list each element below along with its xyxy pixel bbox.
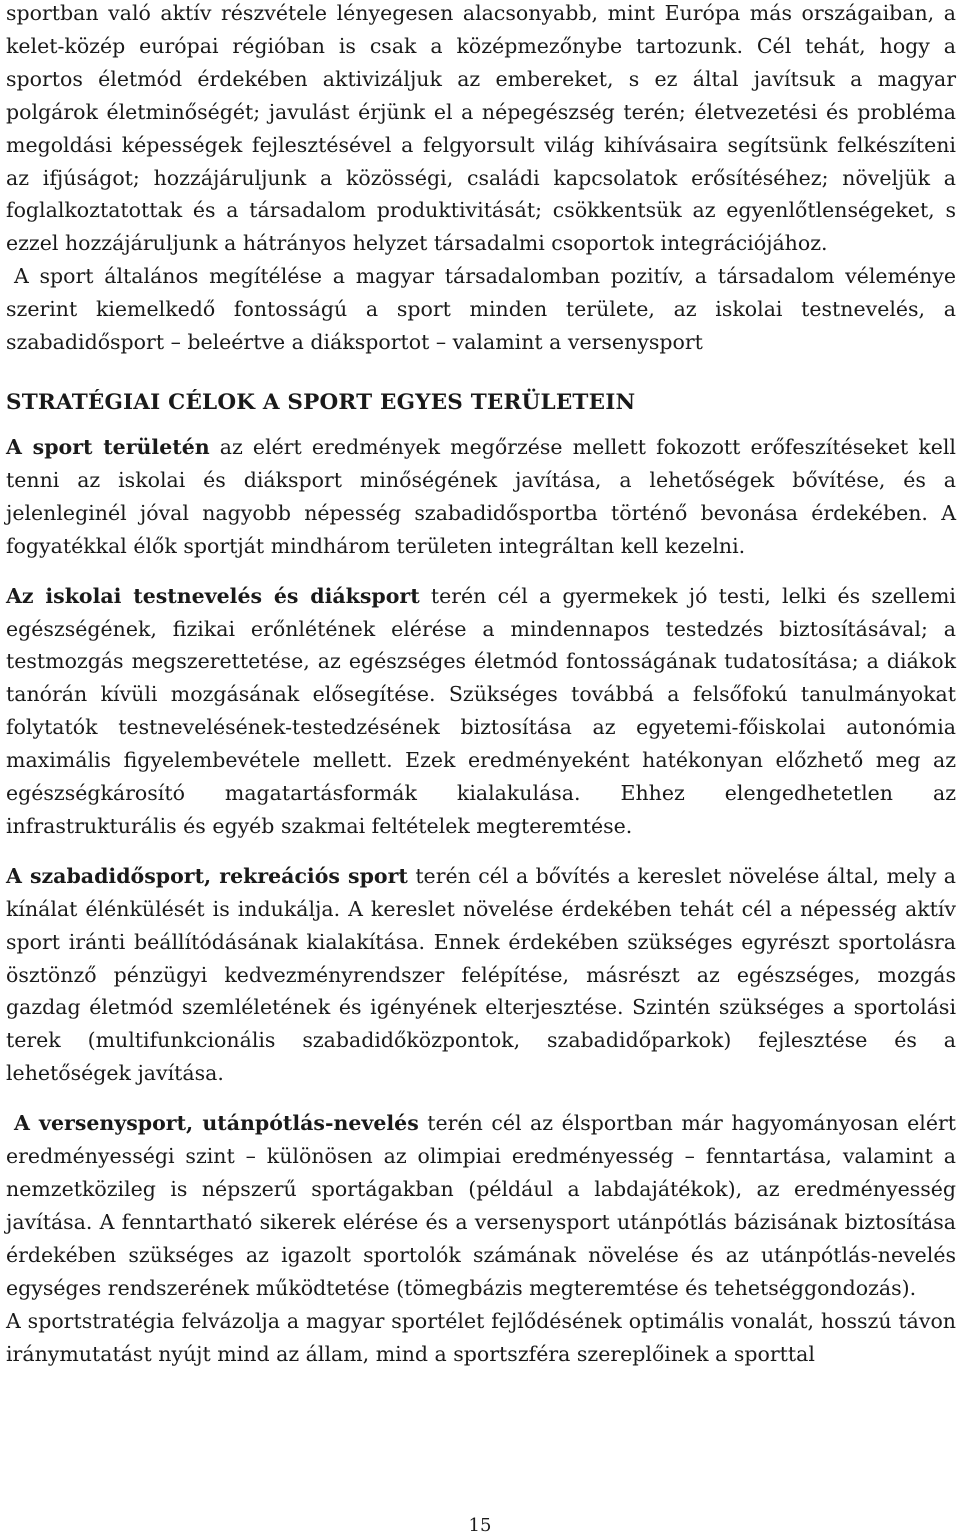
school-paragraph-text: terén cél a gyermekek jó testi, lelki és szellemi egészségének, fizikai erőnlétének elérése a mindennapos testedzés biztosításával; a testmozgás megszerettetése, az egészséges életmód fontosságának tudatosítása; a diákok tanórán kívüli mozgásának elősegítése. Szükséges továbbá a felsőfokú tanulmányokat folytatók testnevelésének-testedzésének biztosítása az egyetemi-főiskolai autonómia maximális figyelembevétele mellett. Ezek eredményeként hatékonyan előzhető meg az egészségkárosító magatartásformák kialakulása. Ehhez elengedhetetlen az infrastrukturális és egyéb szakmai feltételek megteremtése. — [6, 583, 956, 838]
sport-paragraph — [6, 431, 956, 563]
competitive-paragraph-lead: A versenysport, utánpótlás-nevelés — [14, 1111, 419, 1136]
intro-paragraph-2: A sport általános megítélése a magyar társadalomban pozitív, a társadalom véleménye szerint kiemelkedő fontosságú a sport minden területe, az iskolai testnevelés, a szabadidősport – beleértve a diáksportot – valamint a versenysport — [6, 264, 956, 355]
school-paragraph — [6, 580, 956, 843]
sport-paragraph-lead: A sport területén — [6, 434, 210, 459]
spacer — [6, 563, 956, 580]
leisure-paragraph-lead: A szabadidősport, rekreációs sport — [6, 863, 408, 888]
spacer — [6, 843, 956, 860]
competitive-paragraph — [6, 1107, 956, 1304]
spacer — [6, 1090, 956, 1107]
intro-paragraph-1: sportban való aktív részvétele lényegesen alacsonyabb, mint Európa más országaiban, a kelet-közép európai régióban is csak a középmezőnybe tartozunk. Cél tehát, hogy a sportos életmód érdekében aktivizáljuk az embereket, s ez által javítsuk a magyar polgárok életminőségét; javulást érjünk el a népegészség terén; életvezetési és probléma megoldási képességek fejlesztésével a felgyorsult világ kihívásaira segítsünk felkészíteni az ifjúságot; hozzájáruljunk a közösségi, családi kapcsolatok erősítéséhez; növeljük a foglalkoztatottak és a társadalom produktivitását; csökkentsük az egyenlőtlenségeket, s ezzel hozzájáruljunk a hátrányos helyzet társadalmi csoportok integrációjához. — [6, 1, 956, 256]
section-heading: STRATÉGIAI CÉLOK A SPORT EGYES TERÜLETEIN — [6, 389, 636, 415]
closing-paragraph: A sportstratégia felvázolja a magyar sportélet fejlődésének optimális vonalát, hosszú távon iránymutatást nyújt mind az állam, mind a sportszféra szereplőinek a sporttal — [6, 1308, 956, 1366]
leisure-paragraph-text: terén cél a bővítés a kereslet növelése által, mely a kínálat élénkülését is indukálja. A kereslet növelése érdekében tehát cél a népesség aktív sport iránti beállítódásának kialakítása. Ennek érdekében szükséges egyrészt sportolásra ösztönző pénzügyi kedvezményrendszer felépítése, másrészt az egészséges, mozgás gazdag életmód szemléletének és igényének elterjesztése. Szintén szükséges a sportolási terek (multifunkcionális szabadidőközpontok, szabadidőparkok) fejlesztése és a lehetőségek javítása. — [6, 863, 956, 1086]
sport-paragraph-text: az elért eredmények megőrzése mellett fokozott erőfeszítéseket kell tenni az iskolai és diáksport minőségének javítása, a lehetőségek bővítése, és a jelenleginél jóval nagyobb népesség szabadidősportba történő bevonása érdekében. A fogyatékkal élők sportját mindhárom területen integráltan kell kezelni. — [6, 434, 956, 558]
spacer — [6, 359, 956, 387]
page-number: 15 — [468, 1515, 492, 1536]
school-paragraph-lead: Az iskolai testnevelés és diáksport — [6, 583, 420, 608]
document-page — [6, 0, 956, 1370]
spacer — [6, 419, 956, 431]
competitive-paragraph-text: terén cél az élsportban már hagyományosan elért eredményességi szint – különösen az olimpiai eredményesség – fenntartása, valamint a nemzetközileg is népszerű sportágakban (például a labdajátékok), az eredményesség javítása. A fenntartható sikerek elérése és a versenysport utánpótlás bázisának biztosítása érdekében szükséges az igazolt sportolók számának növelése és az utánpótlás-nevelés egységes rendszerének működtetése (tömegbázis megteremtése és tehetséggondozás). — [6, 1111, 956, 1300]
leisure-paragraph — [6, 860, 956, 1090]
